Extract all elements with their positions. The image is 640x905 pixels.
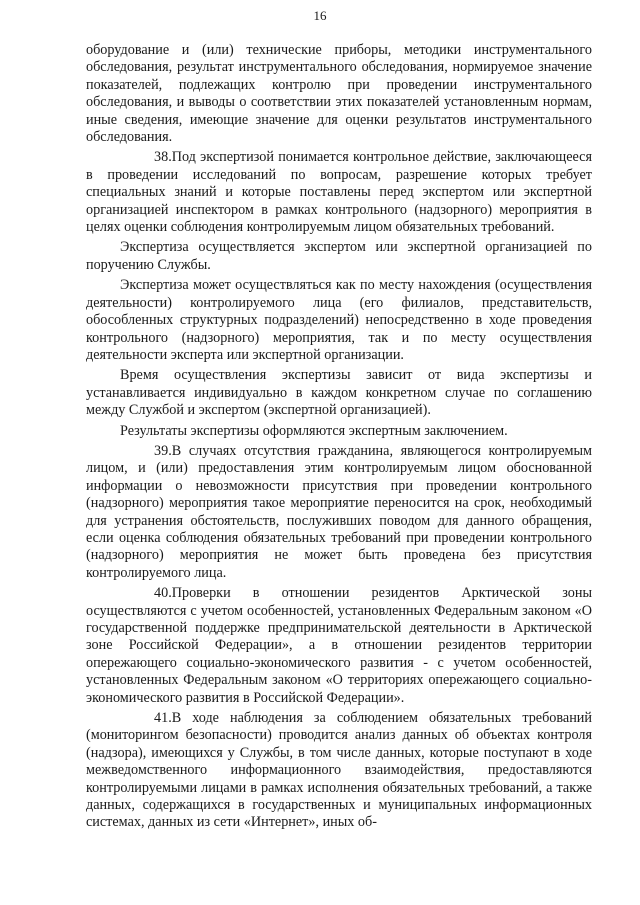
document-body xyxy=(86,42,592,835)
paragraph-text: В случаях отсутствия гражданина, являющегося контролируемым лицом, и (или) предоставления этим контролируемым лицом обоснованной информации о невозможности присутствия при проведении контрольного (надзорного) мероприятия такое мероприятие переносится на срок, необходимый для устранения обстоятельств, послуживших поводом для данного обращения, если оценка соблюдения обязательных требований при проведении контрольного (надзорного) мероприятия не может быть проведена без присутствия контролируемого лица. xyxy=(86,442,592,581)
page-number: 16 xyxy=(313,8,327,23)
paragraph-text: Проверки в отношении резидентов Арктической зоны осуществляются с учетом особенностей, установленных Федеральным законом «О государственной поддержке предпринимательской деятельности в Арктической зоне Российской Федерации», а в отношении резидентов территории опережающего социально-экономического развития - с учетом особенностей, установленных Федеральным законом «О территориях опережающего социально-экономического развития в Российской Федерации». xyxy=(86,585,592,706)
paragraph-expertise-performer: Экспертиза осуществляется экспертом или экспертной организацией по поручению Службы. xyxy=(86,239,592,273)
paragraph-number: 41. xyxy=(154,710,172,727)
paragraph-number: 40. xyxy=(154,585,172,602)
paragraph-continuation: оборудование и (или) технические приборы, методики инструментального обследования, результат инструментального обследования, нормируемое значение показателей, подлежащих контролю при проведении инструментального обследования, и выводы о соответствии этих показателей установленным нормам, иные сведения, имеющие значение для оценки результатов инструментального обследования. xyxy=(86,42,592,146)
paragraph-expertise-location: Экспертиза может осуществляться как по месту нахождения (осуществления деятельности) контролируемого лица (его филиалов, представительств, обособленных структурных подразделений) непосредственно в ходе проведения контрольного (надзорного) мероприятия, так и по месту осуществления деятельности эксперта или экспертной организации. xyxy=(86,277,592,363)
paragraph-38 xyxy=(86,149,592,236)
paragraph-40 xyxy=(86,585,592,707)
paragraph-text: В ходе наблюдения за соблюдением обязательных требований (мониторингом безопасности) проводится анализ данных об объектах контроля (надзора), имеющихся у Службы, в том числе данных, которые поступают в ходе межведомственного информационного взаимодействия, предоставляются контролируемыми лицами в рамках исполнения обязательных требований, а также данных, содержащихся в государственных и муниципальных информационных системах, данных из сети «Интернет», иных об- xyxy=(86,710,592,831)
paragraph-expertise-results: Результаты экспертизы оформляются экспертным заключением. xyxy=(120,422,508,439)
paragraph-text: Под экспертизой понимается контрольное действие, заключающееся в проведении исследований по вопросам, разрешение которых требует специальных знаний и которые поставлены перед экспертом или экспертной организацией инспектором в рамках контрольного (надзорного) мероприятия в целях оценки соблюдения контролируемым лицом обязательных требований. xyxy=(86,149,592,236)
paragraph-41 xyxy=(86,710,592,832)
paragraph-number: 39. xyxy=(154,442,172,459)
paragraph-39 xyxy=(86,443,592,582)
paragraph-number: 38. xyxy=(154,149,172,166)
paragraph-expertise-time: Время осуществления экспертизы зависит от вида экспертизы и устанавливается индивидуально в каждом конкретном случае по соглашению между Службой и экспертом (экспертной организацией). xyxy=(86,367,592,419)
